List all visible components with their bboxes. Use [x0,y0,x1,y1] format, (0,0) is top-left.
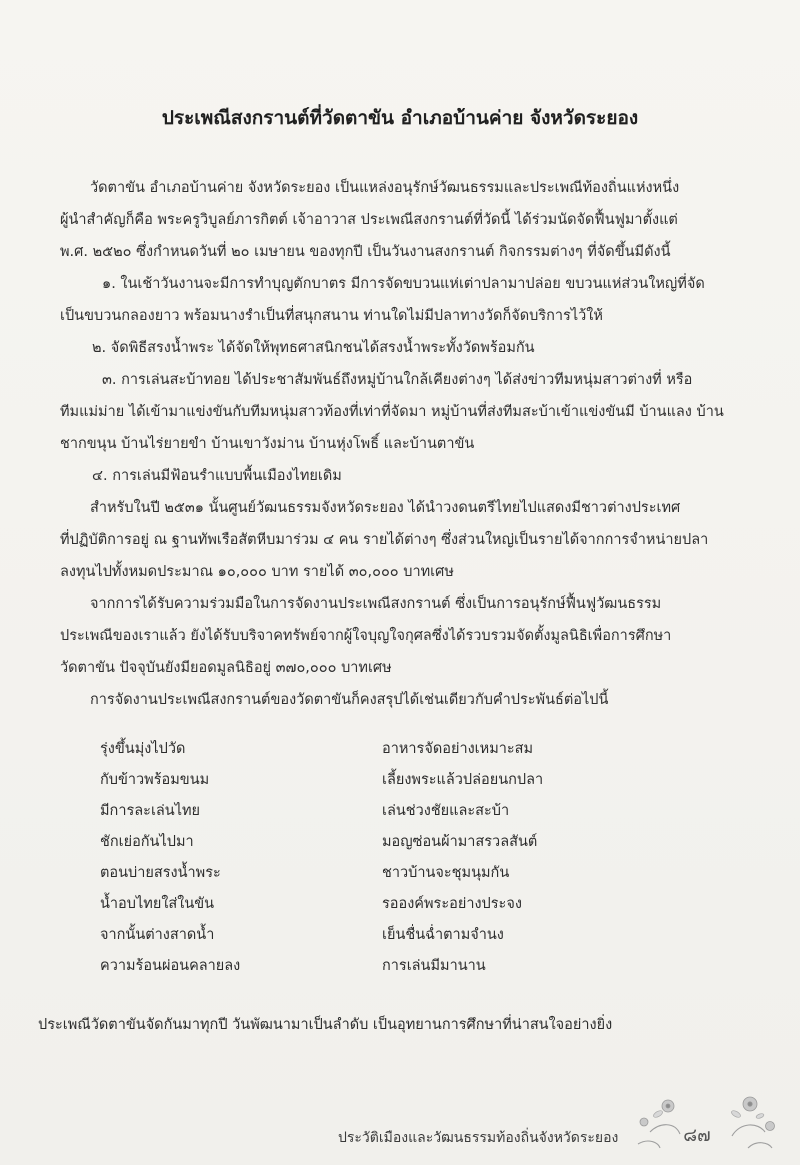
paragraph-line: ที่ปฏิบัติการอยู่ ณ ฐานทัพเรือสัตหีบมาร่วม ๔ คน รายได้ต่างๆ ซึ่งส่วนใหญ่เป็นรายได้จากการจำหน่ายปลา [60,532,709,548]
paragraph-line: ๓. การเล่นสะบ้าทอย ได้ประชาสัมพันธ์ถึงหมู่บ้านใกล้เคียงต่างๆ ได้ส่งข่าวทีมหนุ่มสาวต่างที่ หรือ [102,372,693,388]
poem-row [100,951,620,982]
poem-row [100,920,620,951]
paragraph-line: ผู้นำสำคัญก็คือ พระครูวิบูลย์ภารกิตต์ เจ้าอาวาส ประเพณีสงกรานต์ที่วัดนี้ ได้ร่วมนัดจัดฟื้นฟูมาตั้งแต่ [60,212,678,228]
paragraph-line: พ.ศ. ๒๕๒๐ ซึ่งกำหนดวันที่ ๒๐ เมษายน ของทุกปี เป็นวันงานสงกรานต์ กิจกรรมต่างๆ ที่จัดขึ้นมีดังนี้ [60,244,671,260]
poem-verse-left: กับข้าวพร้อมขนม [100,772,210,788]
poem-verse-left: ความร้อนผ่อนคลายลง [100,958,241,974]
poem-row [100,889,620,920]
page-number: ๘๗ [683,1125,711,1146]
poem-verse-right: ชาวบ้านจะชุมนุมกัน [382,865,510,881]
poem-verse-left: น้ำอบไทยใส่ในขัน [100,896,215,912]
paragraph-line: สำหรับในปี ๒๕๓๑ นั้นศูนย์วัฒนธรรมจังหวัดระยอง ได้นำวงดนตรีไทยไปแสดงมีชาวต่างประเทศ [90,500,681,516]
poem-verse-left: มีการละเล่นไทย [100,803,201,819]
paragraph-line: วัดตาขัน อำเภอบ้านค่าย จังหวัดระยอง เป็นแหล่งอนุรักษ์วัฒนธรรมและประเพณีท้องถิ่นแห่งหนึ่ง [90,180,680,196]
poem-verse-right: เย็นชื่นฉ่ำตามจำนง [382,927,504,943]
poem-verse-right: เล่นช่วงชัยและสะบ้า [382,803,510,819]
body-text [60,172,750,716]
poem-verse-left: ชักเย่อกันไปมา [100,834,194,850]
paragraph-line: จากการได้รับความร่วมมือในการจัดงานประเพณีสงกรานต์ ซึ่งเป็นการอนุรักษ์ฟื้นฟูวัฒนธรรม [90,596,662,612]
poem-row [100,827,620,858]
poem [100,734,620,982]
paragraph-line: ประเพณีของเราแล้ว ยังได้รับบริจาคทรัพย์จากผู้ใจบุญใจกุศลซึ่งได้รวบรวมจัดตั้งมูลนิธิเพื่อการศึกษา [60,628,672,644]
poem-verse-right: มอญซ่อนผ้ามาสรวลสันต์ [382,834,538,850]
poem-row [100,796,620,827]
paragraph-line: ชากขนุน บ้านไร่ยายขำ บ้านเขาวังม่าน บ้านหุ่งโพธิ์ และบ้านตาขัน [60,436,475,452]
page-footer: ประวัติเมืองและวัฒนธรรมท้องถิ่นจังหวัดระยอง [338,1130,619,1146]
paragraph-line: การจัดงานประเพณีสงกรานต์ของวัดตาขันก็คงสรุปได้เช่นเดียวกับคำประพันธ์ต่อไปนี้ [90,692,609,708]
paragraph-line: ๔. การเล่นมีฟ้อนรำแบบพื้นเมืองไทยเดิม [92,468,342,484]
poem-verse-right: รอองค์พระอย่างประจง [382,896,522,912]
paragraph-line: ๑. ในเช้าวันงานจะมีการทำบุญตักบาตร มีการจัดขบวนแห่เต่าปลามาปล่อย ขบวนแห่ส่วนใหญ่ที่จัด [102,276,705,292]
poem-verse-right: การเล่นมีมานาน [382,958,486,974]
paragraph-line: วัดตาขัน ปัจจุบันยังมียอดมูลนิธิอยู่ ๓๗๐,๐๐๐ บาทเศษ [60,660,392,676]
paragraph-line: เป็นขบวนกลองยาว พร้อมนางรำเป็นที่สนุกสนาน ท่านใดไม่มีปลาทางวัดก็จัดบริการไว้ให้ [60,308,603,324]
poem-verse-left: ตอนบ่ายสรงน้ำพระ [100,865,221,881]
poem-verse-right: เลี้ยงพระแล้วปล่อยนกปลา [382,772,544,788]
page-title: ประเพณีสงกรานต์ที่วัดตาขัน อำเภอบ้านค่าย จังหวัดระยอง [161,107,639,129]
poem-verse-left: รุ่งขึ้นมุ่งไปวัด [100,741,186,757]
poem-row [100,734,620,765]
paragraph-line: ทีมแม่ม่าย ได้เข้ามาแข่งขันกับทีมหนุ่มสาวท้องที่เท่าที่จัดมา หมู่บ้านที่ส่งทีมสะบ้าเข้าแข่งขันมี บ้านแลง บ้าน [60,404,724,420]
poem-row [100,858,620,889]
poem-verse-right: อาหารจัดอย่างเหมาะสม [382,741,534,757]
closing-line: ประเพณีวัดตาขันจัดกันมาทุกปี วันพัฒนามาเป็นลำดับ เป็นอุทยานการศึกษาที่น่าสนใจอย่างยิ่ง [38,1017,613,1033]
poem-verse-left: จากนั้นต่างสาดน้ำ [100,927,215,943]
paragraph-line: ลงทุนไปทั้งหมดประมาณ ๑๐,๐๐๐ บาท รายได้ ๓๐,๐๐๐ บาทเศษ [60,564,454,580]
paragraph-line: ๒. จัดพิธีสรงน้ำพระ ได้จัดให้พุทธศาสนิกชนได้สรงน้ำพระทั้งวัดพร้อมกัน [92,340,535,356]
poem-row [100,765,620,796]
